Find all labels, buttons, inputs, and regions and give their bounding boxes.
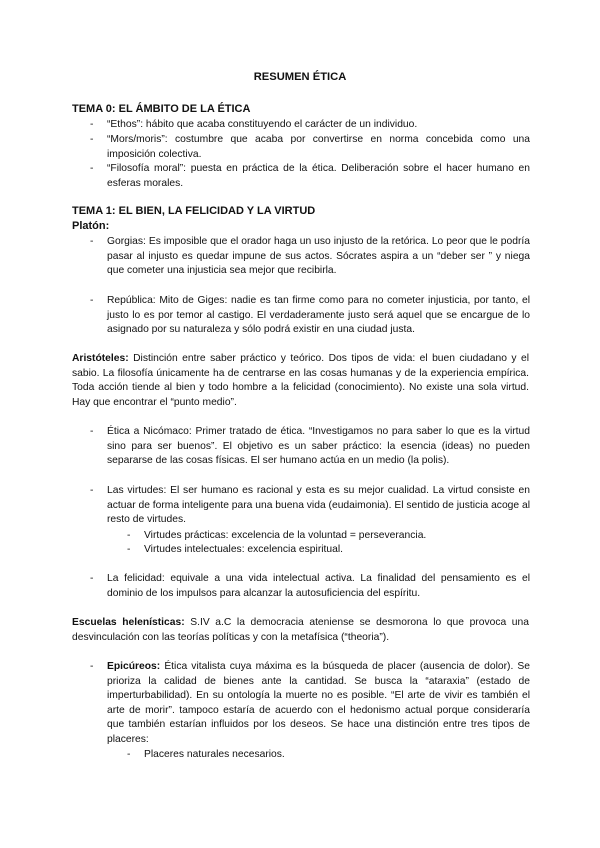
list-item: - “Ethos”: hábito que acaba constituyendo el carácter de un individuo. <box>90 118 530 133</box>
list-item: - Las virtudes: El ser humano es racional y esta es su mejor cualidad. La virtud consiste en actuar de forma inteligente para una buena vida (eudaimonia). El sentido de justicia acoge al resto de virtudes. <box>90 485 531 526</box>
list-item: - Gorgias: Es imposible que el orador haga un uso injusto de la retórica. Lo peor que le podría pasar al injusto es quedar impune de sus actos. Sócrates aspira a un “deber ser ” y niega que cometer una injusticia sea mejor que recibirla. <box>90 236 530 277</box>
dash-bullet: - <box>127 749 131 760</box>
sub-list-item: - Virtudes prácticas: excelencia de la voluntad = perseverancia. <box>127 529 527 544</box>
dash-bullet: - <box>127 530 131 541</box>
dash-bullet: - <box>90 573 94 584</box>
list-item: - Epicúreos: Ética vitalista cuya máxima es la búsqueda de placer (ausencia de dolor). Se prioriza la calidad de bienes ante la cantidad. Se busca la “ataraxia” (estado de imperturbabilidad). En su ontología la muerte no es posible. “El arte de vivir es también el arte de morir”. tampoco estaría de acuerdo con el hedonismo actual porque consideraría que también estarían influidos por los deseos. Se hace una distinción entre tres tipos de placeres: <box>90 661 530 745</box>
page-title: RESUMEN ÉTICA <box>253 71 347 83</box>
platon-label: Platón: <box>72 220 110 232</box>
epicureos-label: Epicúreos: <box>107 661 161 672</box>
list-item: - Ética a Nicómaco: Primer tratado de ética. “Investigamos no para saber lo que es la virtud sino para ser buenos”. El objetivo es un saber práctico: la esencia (ideas) no pueden separarse de las cosas físicas. El ser humano actúa en un medio (la polis). <box>90 426 530 467</box>
dash-bullet: - <box>90 485 94 496</box>
list-item: - “Mors/moris”: costumbre que acaba por convertirse en norma concebida como una imposición colectiva. <box>90 134 530 160</box>
tema1-heading: TEMA 1: EL BIEN, LA FELICIDAD Y LA VIRTUD <box>72 205 316 217</box>
dash-bullet: - <box>90 163 94 174</box>
dash-bullet: - <box>90 134 94 145</box>
list-item: - La felicidad: equivale a una vida intelectual activa. La finalidad del pensamiento es el dominio de los impulsos para alcanzar la autosuficiencia del espíritu. <box>90 573 530 599</box>
dash-bullet: - <box>90 236 94 247</box>
list-item: - “Filosofía moral”: puesta en práctica de la ética. Deliberación sobre el hacer humano en esferas morales. <box>90 163 530 189</box>
escuelas-label: Escuelas helenísticas: <box>72 617 185 628</box>
sub-list-item: - Placeres naturales necesarios. <box>127 748 527 763</box>
tema0-heading: TEMA 0: EL ÁMBITO DE LA ÉTICA <box>72 103 251 115</box>
aristoteles-paragraph: Aristóteles: Distinción entre saber práctico y teórico. Dos tipos de vida: el buen ciudadano y el sabio. La filosofía únicamente ha de centrarse en las cosas humanas y de la experiencia empírica. Toda acción tiende al bien y todo hombre a la felicidad (conocimiento). No existe una sola virtud. Hay que encontrar el “punto medio”. <box>72 353 529 408</box>
escuelas-paragraph: Escuelas helenísticas: S.IV a.C la democracia ateniense se desmorona lo que provoca una desvinculación con las teorías políticas y con la metafísica (“theoria”). <box>72 617 529 643</box>
dash-bullet: - <box>90 119 94 130</box>
sub-list-item: - Virtudes intelectuales: excelencia espiritual. <box>127 543 527 558</box>
dash-bullet: - <box>90 295 94 306</box>
dash-bullet: - <box>127 544 131 555</box>
aristoteles-label: Aristóteles: <box>72 353 129 364</box>
dash-bullet: - <box>90 426 94 437</box>
list-item: - República: Mito de Giges: nadie es tan firme como para no cometer injusticia, por tanto, el justo lo es por temor al castigo. El verdaderamente justo será aquel que se encargue de lo asignado por su naturaleza y sólo podrá existir en una ciudad justa. <box>90 295 530 336</box>
dash-bullet: - <box>90 661 94 672</box>
